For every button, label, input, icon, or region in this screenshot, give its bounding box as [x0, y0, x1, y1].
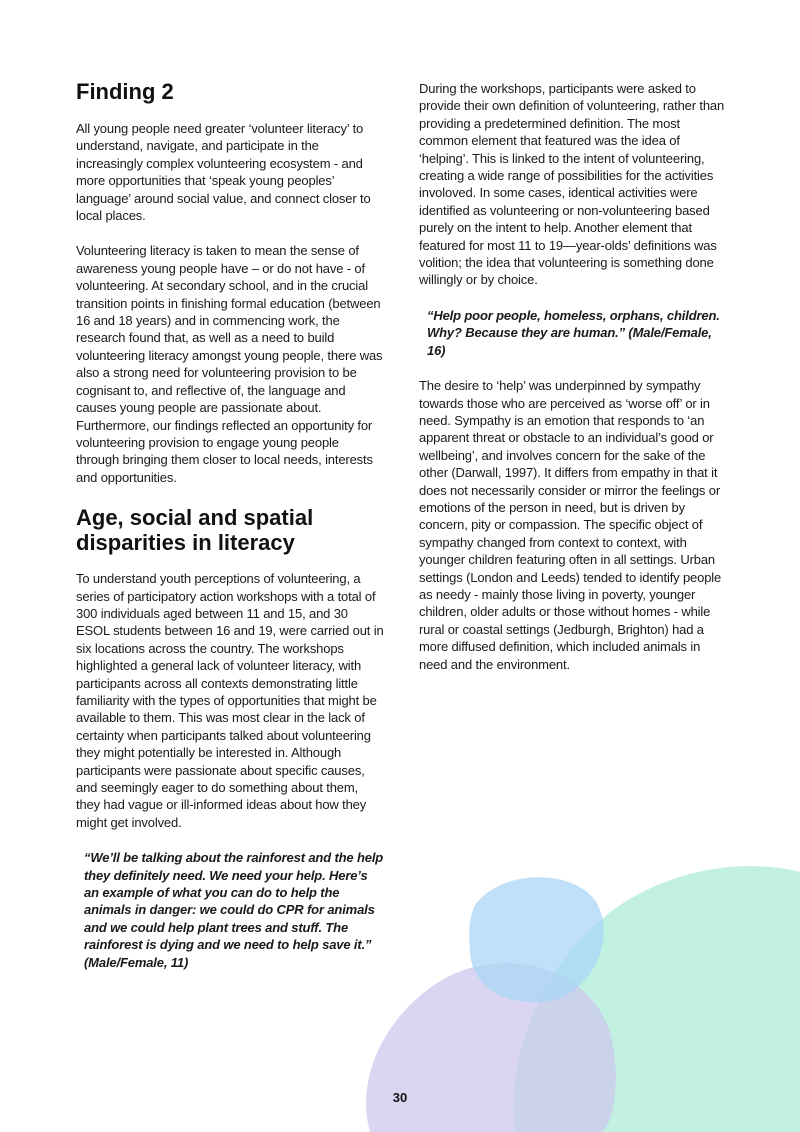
sympathy-paragraph: The desire to ‘help’ was underpinned by sympathy towards those who are perceived as ‘worse off’ or in need. Sympathy is an emotion that responds to ‘an apparent threat or obstacle to an individual’s good or wellbeing’, and involves concern for the sake of the other (Darwall, 1997). It differs from empathy in that it does not necessarily consider or mirror the feelings or emotions of the person in need, but is driven by concern, pity or compassion. The specific object of sympathy changed from context to context, with younger children featuring often in all settings. Urban settings (London and Leeds) tended to identify people as needy - mainly those living in poverty, younger children, older adults or those without homes - while rural or coastal settings (Jedburgh, Brighton) had a more diffused definition, which included animals in need and the environment.: [419, 378, 722, 672]
volunteering-literacy-paragraph: Volunteering literacy is taken to mean the sense of awareness young people have – or do not have - of volunteering. At secondary school, and in the crucial transition points in finishing formal education (between 16 and 18 years) and in commencing work, the research found that, as well as a need to build volunteering literacy amongst young people, there was also a strong need for volunteering provision to be cognisant to, and reflective of, the language and causes young people are passionate about. Furthermore, our findings reflected an opportunity for volunteering provision to engage young people through bringing them closer to local needs, interests and opportunities.: [76, 243, 383, 485]
page-number: 30: [392, 1090, 408, 1105]
section-heading: Age, social and spatial disparities in literacy: [76, 505, 314, 556]
definition-paragraph: During the workshops, participants were asked to provide their own definition of volunteering, rather than providing a predetermined definition. The most common element that featured was the idea of ‘helping’. This is linked to the intent of volunteering, creating a wide range of possibilities for the activities involoved. In some cases, identical activities were identified as volunteering or non-volunteering based purely on the intent to help. Another element that featured for most 11 to 19—year-olds’ definitions was volition; the idea that volunteering is something done willingly or by choice.: [419, 81, 725, 288]
workshops-paragraph: To understand youth perceptions of volunteering, a series of participatory action workshops with a total of 300 individuals aged between 11 and 15, and 30 ESOL students between 16 and 19, were carried out in six locations across the country. The workshops highlighted a general lack of volunteer literacy, with participants across all contexts demonstrating little familiarity with the types of opportunities that might be available to them. This was most clear in the lack of certainty when participants talked about volunteering they might potentially be interested in. Although participants were passionate about specific causes, and seemingly eager to do something about them, they had vague or ill-informed ideas about how they might get involved.: [76, 571, 384, 830]
right-column: [419, 78, 729, 691]
rainforest-quote: “We’ll be talking about the rainforest and the help they definitely need. We need your help. Here’s an example of what you can do to help the animals in danger: we could do CPR for animals and we could help plant trees and stuff. The rainforest is dying and we need to help save it.” (Male/Female, 11): [84, 850, 384, 970]
finding-summary-paragraph: All young people need greater ‘volunteer literacy’ to understand, navigate, and participate in the increasingly complex volunteering ecosystem - and more opportunities that ‘speak young peoples’ language’ around social value, and connect closer to local places.: [76, 121, 371, 224]
left-column: [76, 78, 384, 989]
help-quote: “Help poor people, homeless, orphans, children. Why? Because they are human.” (Male/Female, 16): [427, 307, 720, 358]
finding-heading: Finding 2: [76, 79, 174, 104]
